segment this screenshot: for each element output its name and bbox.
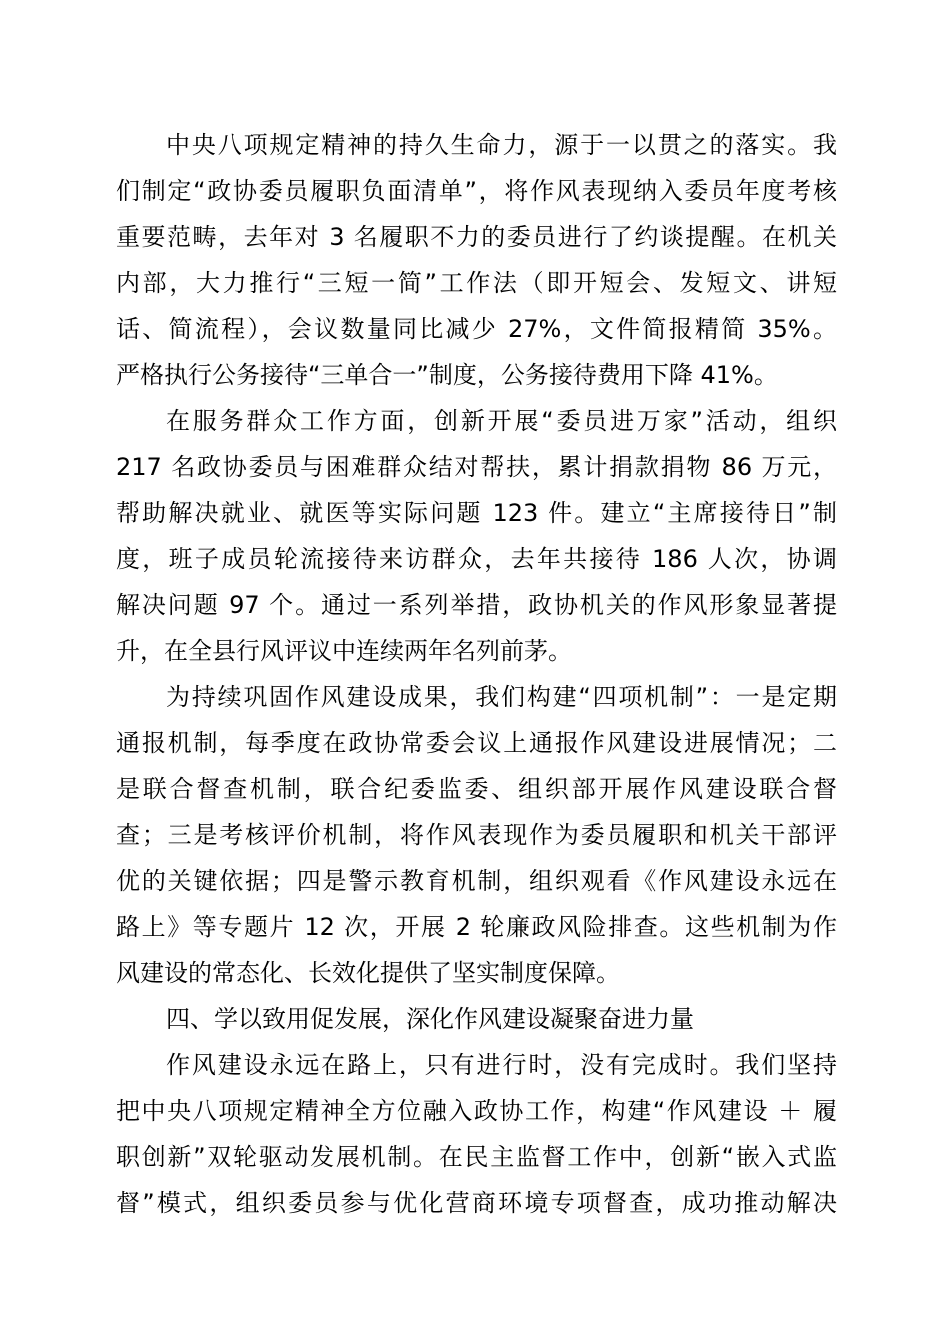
text-line: 路上》等专题片 12 次，开展 2 轮廉政风险排查。这些机制为作 (116, 913, 837, 941)
paragraph-1 (116, 122, 837, 398)
text-line: 话、简流程），会议数量同比减少 27%，文件简报精简 35%。 (116, 315, 837, 343)
paragraph-4 (116, 1042, 837, 1226)
text-line: 们制定“政协委员履职负面清单”，将作风表现纳入委员年度考核 (116, 177, 837, 205)
text-line: 度，班子成员轮流接待来访群众，去年共接待 186 人次，协调 (116, 545, 837, 573)
paragraph-2 (116, 398, 837, 674)
text-line: 职创新”双轮驱动发展机制。在民主监督工作中，创新“嵌入式监 (116, 1143, 837, 1171)
text-line: 升，在全县行风评议中连续两年名列前茅。 (116, 637, 572, 665)
text-line: 是联合督查机制，联合纪委监委、组织部开展作风建设联合督 (116, 775, 837, 803)
text-line: 解决问题 97 个。通过一系列举措，政协机关的作风形象显著提 (116, 591, 837, 619)
text-line: 在服务群众工作方面，创新开展“委员进万家”活动，组织 (166, 407, 837, 435)
text-line: 作风建设永远在路上，只有进行时，没有完成时。我们坚持 (166, 1051, 837, 1079)
paragraph-3 (116, 674, 837, 996)
text-line: 查；三是考核评价机制，将作风表现作为委员履职和机关干部评 (116, 821, 837, 849)
text-line: 通报机制，每季度在政协常委会议上通报作风建设进展情况；二 (116, 729, 837, 757)
text-line: 风建设的常态化、长效化提供了坚实制度保障。 (116, 959, 620, 987)
text-line: 内部，大力推行“三短一简”工作法（即开短会、发短文、讲短 (116, 269, 837, 297)
text-line: 严格执行公务接待“三单合一”制度，公务接待费用下降 41%。 (116, 361, 778, 389)
section-heading (116, 996, 837, 1042)
text-line: 帮助解决就业、就医等实际问题 123 件。建立“主席接待日”制 (116, 499, 837, 527)
document-page (116, 122, 837, 1226)
text-line: 把中央八项规定精神全方位融入政协工作，构建“作风建设 ＋ 履 (116, 1097, 837, 1125)
text-line: 中央八项规定精神的持久生命力，源于一以贯之的落实。我 (166, 131, 837, 159)
text-line: 为持续巩固作风建设成果，我们构建“四项机制”：一是定期 (166, 683, 837, 711)
text-line: 督”模式，组织委员参与优化营商环境专项督查，成功推动解决 (116, 1189, 837, 1217)
text-line: 重要范畴，去年对 3 名履职不力的委员进行了约谈提醒。在机关 (116, 223, 837, 251)
section-heading-text: 四、学以致用促发展，深化作风建设凝聚奋进力量 (166, 1005, 694, 1033)
text-line: 优的关键依据；四是警示教育机制，组织观看《作风建设永远在 (116, 867, 837, 895)
text-line: 217 名政协委员与困难群众结对帮扶，累计捐款捐物 86 万元， (116, 453, 837, 481)
